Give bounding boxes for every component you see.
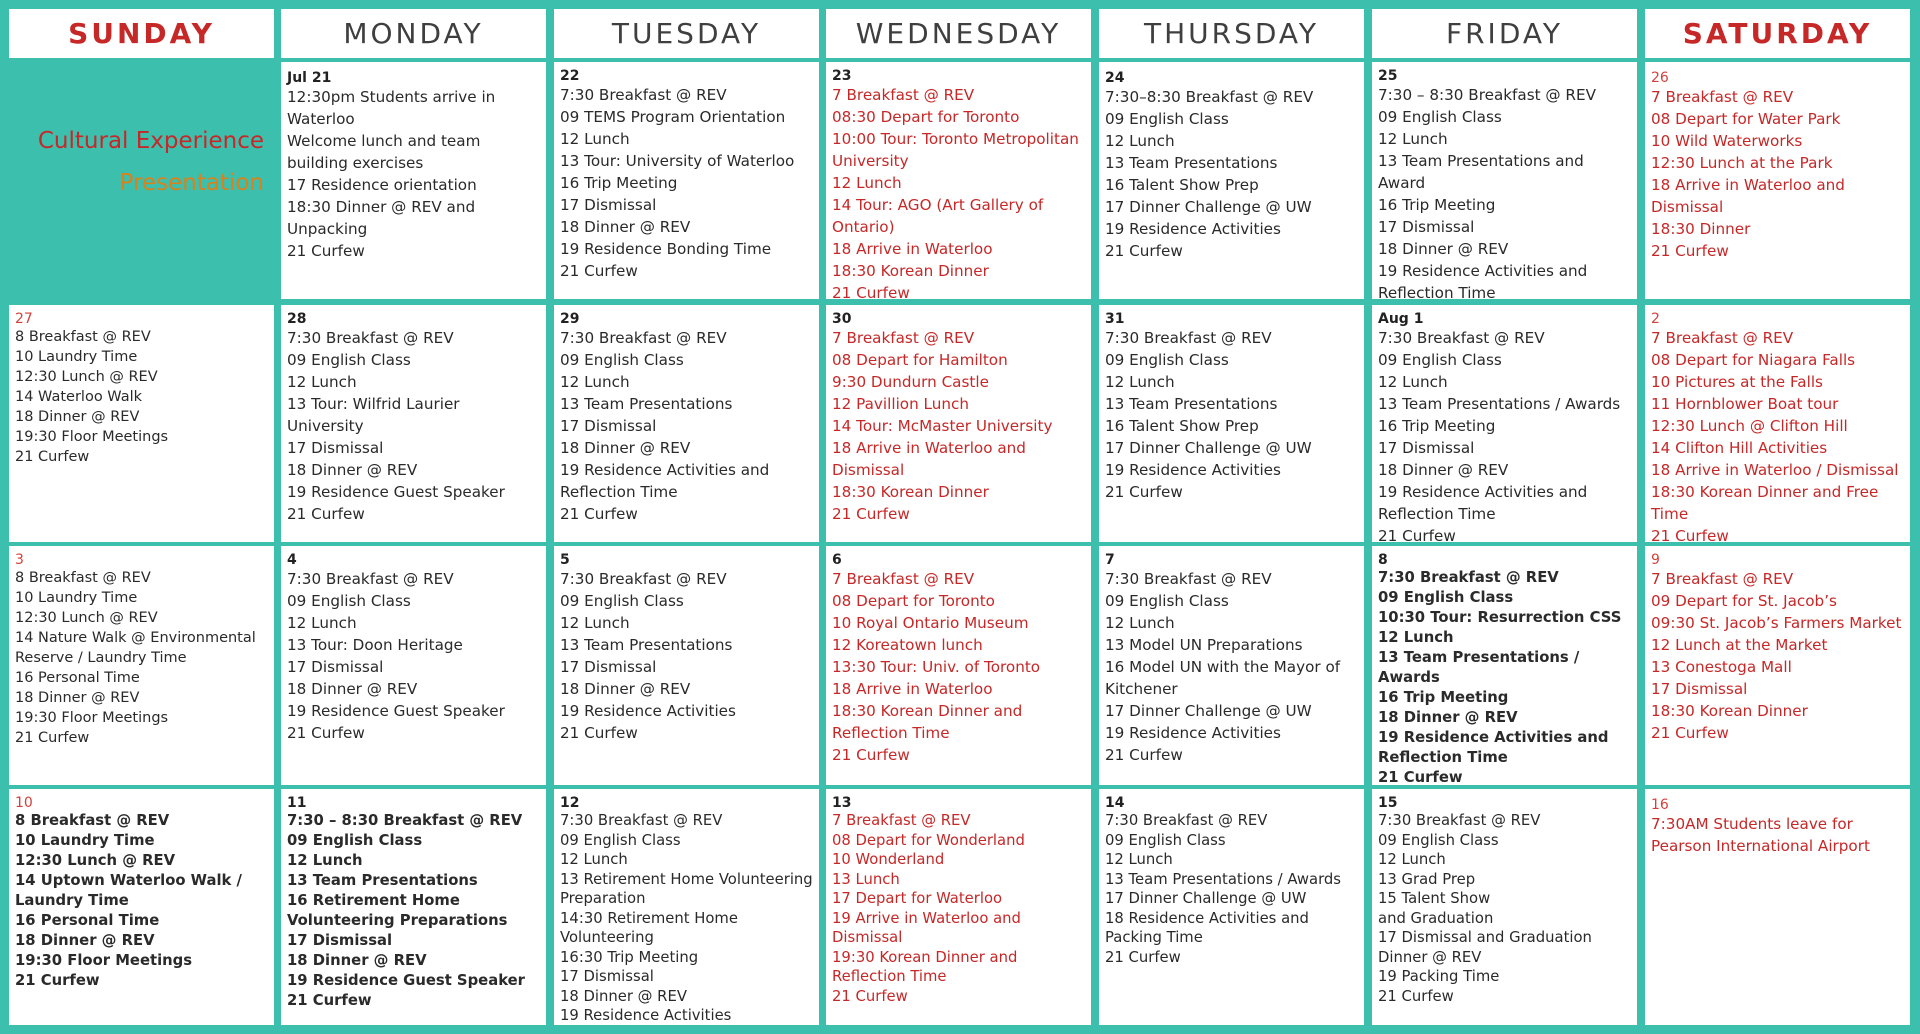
day-cell-w4-mon: [281, 789, 546, 1025]
event-item: 09 English Class: [287, 351, 411, 369]
legend-cultural-experience: Cultural Experience: [37, 128, 264, 154]
event-item: 21 Curfew: [832, 284, 910, 299]
day-cell-w4-fri: [1372, 789, 1637, 1025]
day-date: 7: [1105, 552, 1115, 568]
event-item: 09 English Class: [1378, 831, 1499, 849]
event-item: 12 Lunch: [1378, 373, 1448, 391]
day-date: 24: [1105, 70, 1125, 86]
event-item: 18 Arrive in Waterloo and Dismissal: [1651, 176, 1845, 216]
event-item: 19 Residence Activities: [1105, 724, 1281, 742]
event-item: 7:30 Breakfast @ REV: [560, 570, 727, 588]
event-item: 7:30 Breakfast @ REV: [560, 86, 727, 104]
event-item: 7:30AM Students leave for Pearson International Airport: [1651, 815, 1870, 855]
event-item: 8 Breakfast @ REV: [15, 329, 151, 345]
event-item: 12 Lunch: [1105, 851, 1173, 868]
event-item: 17 Dismissal: [1378, 439, 1475, 457]
day-cell-w2-mon: [281, 305, 546, 542]
day-cell-w1-mon: [281, 62, 546, 299]
event-item: 19 Residence Bonding Time: [560, 240, 772, 258]
event-item: 7 Breakfast @ REV: [832, 86, 975, 104]
day-date: 8: [1378, 552, 1388, 568]
event-item: 21 Curfew: [15, 972, 100, 989]
event-item: 14 Tour: AGO (Art Gallery of Ontario): [832, 196, 1044, 236]
event-item: 10 Laundry Time: [15, 832, 155, 849]
event-item: 14 Waterloo Walk: [15, 389, 143, 405]
event-item: 18 Arrive in Waterloo / Dismissal: [1651, 461, 1899, 479]
event-item: 13 Tour: Doon Heritage: [287, 636, 463, 654]
day-date: 9: [1651, 552, 1660, 568]
event-item: 21 Curfew: [1651, 724, 1729, 742]
event-item: 21 Curfew: [832, 987, 908, 1005]
event-item: 9:30 Dundurn Castle: [832, 373, 989, 391]
event-item: 13 Tour: University of Waterloo: [560, 152, 795, 170]
event-item: 18 Arrive in Waterloo and Dismissal: [832, 439, 1026, 479]
event-item: 19 Residence Activities: [1105, 220, 1281, 238]
day-cell-w3-sat: [1645, 546, 1910, 785]
event-item: 17 Dismissal: [560, 658, 657, 676]
event-item: 12 Lunch: [1378, 130, 1448, 148]
event-item: 13 Team Presentations: [1105, 154, 1278, 172]
day-date: 30: [832, 311, 852, 327]
event-item: 10 Wild Waterworks: [1651, 132, 1803, 150]
event-item: 16 Talent Show Prep: [1105, 176, 1259, 194]
day-cell-w2-tue: [554, 305, 819, 542]
event-item: 7:30–8:30 Breakfast @ REV: [1105, 88, 1314, 106]
event-item: 18 Arrive in Waterloo: [832, 240, 993, 258]
event-item: 16 Retirement Home Volunteering Preparations: [287, 892, 508, 929]
event-item: 13 Team Presentations / Awards: [1378, 395, 1621, 413]
event-item: 13 Retirement Home Volunteering Preparation: [560, 870, 813, 907]
event-item: 17 Dinner Challenge @ UW: [1105, 890, 1307, 907]
event-item: 7:30 Breakfast @ REV: [287, 329, 454, 347]
event-item: 08 Depart for Toronto: [832, 592, 995, 610]
event-item: 18 Residence Activities and Packing Time: [1105, 909, 1309, 946]
event-item: 09 English Class: [1378, 351, 1502, 369]
event-item: 12:30 Lunch @ Clifton Hill: [1651, 417, 1848, 435]
event-item: 21 Curfew: [560, 262, 638, 280]
event-item: 12 Lunch: [1105, 614, 1175, 632]
event-item: 19 Residence Guest Speaker: [287, 702, 505, 720]
event-item: 08 Depart for Wonderland: [832, 831, 1025, 849]
event-item: 7:30 Breakfast @ REV: [1378, 812, 1541, 829]
event-item: 21 Curfew: [15, 449, 90, 465]
event-item: 12:30pm Students arrive in Waterloo: [287, 88, 496, 128]
event-item: 13 Team Presentations: [560, 395, 733, 413]
day-date: 25: [1378, 68, 1398, 84]
event-item: 7:30 Breakfast @ REV: [1105, 329, 1272, 347]
day-date: 3: [15, 552, 24, 568]
event-item: 17 Depart for Waterloo: [832, 890, 1003, 907]
day-header-fri: FRIDAY: [1372, 9, 1637, 58]
day-header-thu: THURSDAY: [1099, 9, 1364, 58]
day-date: Jul 21: [287, 70, 332, 86]
event-item: 12 Lunch: [1105, 132, 1175, 150]
event-item: 17 Dinner Challenge @ UW: [1105, 439, 1312, 457]
day-header-sat: SATURDAY: [1645, 9, 1910, 58]
event-item: 17 Dismissal: [287, 658, 384, 676]
event-item: 18 Dinner @ REV: [287, 680, 418, 698]
event-item: 21 Curfew: [1651, 527, 1729, 542]
event-item: 17 Dinner Challenge @ UW: [1105, 198, 1312, 216]
event-item: 18:30 Korean Dinner: [1651, 702, 1808, 720]
event-item: 21 Curfew: [287, 242, 365, 260]
event-item: 18:30 Korean Dinner: [832, 262, 989, 280]
event-item: 18 Dinner @ REV: [560, 680, 691, 698]
event-item: 18 Dinner @ REV: [560, 218, 691, 236]
event-item: 14 Tour: McMaster University: [832, 417, 1053, 435]
day-cell-w1-fri: [1372, 62, 1637, 299]
event-item: 12 Lunch: [560, 130, 630, 148]
event-item: 10 Laundry Time: [15, 349, 138, 365]
event-item: 7:30 Breakfast @ REV: [287, 570, 454, 588]
event-item: 13 Tour: Wilfrid Laurier University: [287, 395, 460, 435]
event-item: 21 Curfew: [1378, 987, 1454, 1005]
event-item: 10 Pictures at the Falls: [1651, 373, 1823, 391]
event-item: 13 Team Presentations: [560, 636, 733, 654]
event-item: 12 Lunch: [1378, 851, 1446, 868]
event-item: 16 Model UN with the Mayor of Kitchener: [1105, 658, 1341, 698]
event-item: 19 Residence Guest Speaker: [287, 483, 505, 501]
event-item: 7:30 Breakfast @ REV: [1105, 812, 1268, 829]
day-cell-w1-thu: [1099, 62, 1364, 299]
event-item: 14:30 Retirement Home Volunteering: [560, 909, 738, 946]
event-item: 16:30 Trip Meeting: [560, 948, 699, 966]
event-item: 21 Curfew: [560, 505, 638, 523]
day-date: 28: [287, 311, 307, 327]
day-date: 14: [1105, 795, 1125, 811]
event-item: 19 Residence Activities and Reflection Time: [560, 461, 770, 501]
day-header-sun: SUNDAY: [9, 9, 274, 58]
event-item: 16 Trip Meeting: [1378, 417, 1496, 435]
event-item: 19 Arrive in Waterloo and Dismissal: [832, 909, 1021, 946]
day-date: 27: [15, 311, 33, 327]
event-item: 19 Residence Activities: [560, 702, 736, 720]
event-item: 21 Curfew: [1105, 242, 1183, 260]
event-item: 12 Lunch: [832, 174, 902, 192]
day-date: 5: [560, 552, 570, 568]
event-item: 13 Team Presentations: [287, 872, 478, 889]
event-item: 18 Dinner @ REV: [1378, 461, 1509, 479]
event-item: 12:30 Lunch @ REV: [15, 610, 158, 626]
event-item: 18:30 Dinner @ REV and Unpacking: [287, 198, 476, 238]
event-item: 21 Curfew: [15, 730, 90, 746]
event-item: 13:30 Tour: Univ. of Toronto: [832, 658, 1041, 676]
event-item: 21 Curfew: [1105, 746, 1183, 764]
event-item: 19:30 Floor Meetings: [15, 429, 169, 445]
event-item: 12 Lunch: [287, 373, 357, 391]
day-date: 6: [832, 552, 842, 568]
event-item: 8 Breakfast @ REV: [15, 570, 151, 586]
event-item: 21 Curfew: [832, 746, 910, 764]
event-item: 09 English Class: [1105, 831, 1226, 849]
event-item: 17 Dismissal: [1378, 218, 1475, 236]
day-cell-w3-wed: [826, 546, 1091, 785]
event-item: 18 Dinner @ REV: [287, 461, 418, 479]
event-item: 13 Model UN Preparations: [1105, 636, 1303, 654]
day-cell-w2-thu: [1099, 305, 1364, 542]
day-cell-w1-wed: [826, 62, 1091, 299]
event-item: 13 Team Presentations and Award: [1378, 152, 1589, 192]
event-item: 21 Curfew: [1105, 483, 1183, 501]
day-cell-w4-wed: [826, 789, 1091, 1025]
event-item: 14 Clifton Hill Activities: [1651, 439, 1828, 457]
event-item: 09 English Class: [1378, 108, 1502, 126]
event-item: 17 Dismissal: [560, 968, 654, 985]
day-date: Aug 1: [1378, 311, 1424, 327]
event-item: 19:30 Floor Meetings: [15, 710, 169, 726]
event-item: 19:30 Floor Meetings: [15, 952, 193, 969]
event-item: 21 Curfew: [287, 992, 372, 1009]
day-cell-w4-sat: [1645, 789, 1910, 1025]
day-date: 16: [1651, 797, 1669, 813]
event-item: 17 Dismissal: [560, 417, 657, 435]
event-item: 17 Dismissal and Graduation Dinner @ REV: [1378, 929, 1592, 966]
day-date: 22: [560, 68, 580, 84]
event-item: 09 Depart for St. Jacob’s: [1651, 592, 1837, 610]
event-item: 7 Breakfast @ REV: [1651, 329, 1794, 347]
event-item: 7 Breakfast @ REV: [832, 812, 971, 829]
day-cell-w1-tue: [554, 62, 819, 299]
event-item: 17 Dismissal: [560, 196, 657, 214]
event-item: 7 Breakfast @ REV: [1651, 88, 1794, 106]
event-item: 12 Lunch at the Market: [1651, 636, 1828, 654]
event-item: 18:30 Dinner: [1651, 220, 1751, 238]
event-item: 19 Residence Activities and Reflection Time: [1378, 262, 1588, 299]
event-item: 16 Personal Time: [15, 912, 160, 929]
event-item: 18 Dinner @ REV: [560, 987, 687, 1005]
event-item: 09 English Class: [560, 831, 681, 849]
event-item: 12 Koreatown lunch: [832, 636, 983, 654]
event-item: 10:30 Tour: Resurrection CSS: [1378, 609, 1622, 626]
event-item: 7:30 Breakfast @ REV: [1378, 569, 1559, 586]
event-item: 17 Dinner Challenge @ UW: [1105, 702, 1312, 720]
day-date: 15: [1378, 795, 1398, 811]
event-item: 13 Team Presentations: [1105, 395, 1278, 413]
event-item: 13 Grad Prep: [1378, 870, 1476, 888]
event-item: 13 Conestoga Mall: [1651, 658, 1792, 676]
event-item: 19 Residence Activities and Reflection Time: [1378, 483, 1588, 523]
event-item: 19 Residence Activities and Reflection Time: [1378, 729, 1609, 766]
event-item: 18:30 Korean Dinner and Free Time: [1651, 483, 1884, 523]
event-item: 21 Curfew: [1378, 527, 1456, 542]
day-date: 10: [15, 795, 33, 811]
day-header-mon: MONDAY: [281, 9, 546, 58]
event-item: 7 Breakfast @ REV: [832, 570, 975, 588]
event-item: 12 Lunch: [1105, 373, 1175, 391]
event-item: 7:30 – 8:30 Breakfast @ REV: [1378, 86, 1596, 104]
event-item: 16 Trip Meeting: [560, 174, 678, 192]
event-item: 08 Depart for Niagara Falls: [1651, 351, 1856, 369]
day-cell-w4-tue: [554, 789, 819, 1025]
day-cell-w1-sat: [1645, 62, 1910, 299]
day-date: 23: [832, 68, 852, 84]
event-item: 15 Talent Show and Graduation: [1378, 890, 1494, 927]
event-item: 16 Personal Time: [15, 670, 140, 686]
event-item: 14 Nature Walk @ Environmental Reserve / Laundry Time: [15, 630, 256, 666]
event-item: 16 Trip Meeting: [1378, 196, 1496, 214]
event-item: 12 Lunch: [560, 851, 628, 868]
event-item: 12:30 Lunch @ REV: [15, 369, 158, 385]
day-date: 11: [287, 795, 307, 811]
day-date: 31: [1105, 311, 1125, 327]
event-item: 17 Residence orientation: [287, 176, 477, 194]
event-item: 09 English Class: [560, 351, 684, 369]
event-item: 7:30 Breakfast @ REV: [560, 812, 723, 829]
event-item: 21 Curfew: [1105, 948, 1181, 966]
event-item: 14 Uptown Waterloo Walk / Laundry Time: [15, 872, 242, 909]
event-item: 09 TEMS Program Orientation: [560, 108, 786, 126]
event-item: 09 English Class: [287, 832, 423, 849]
event-item: 21 Curfew: [1378, 769, 1463, 785]
event-item: 18 Dinner @ REV: [1378, 240, 1509, 258]
event-item: 19:30 Korean Dinner and Reflection Time: [832, 948, 1018, 985]
event-item: 17 Dismissal: [287, 439, 384, 457]
event-item: 08:30 Depart for Toronto: [832, 108, 1020, 126]
event-item: 21 Curfew: [560, 724, 638, 742]
event-item: 09:30 St. Jacob’s Farmers Market: [1651, 614, 1902, 632]
event-item: 7:30 – 8:30 Breakfast @ REV: [287, 812, 523, 829]
day-header-wed: WEDNESDAY: [826, 9, 1091, 58]
day-date: 26: [1651, 70, 1669, 86]
event-item: 18:30 Korean Dinner: [832, 483, 989, 501]
event-item: 18:30 Korean Dinner and Reflection Time: [832, 702, 1023, 742]
event-item: 21 Curfew: [287, 505, 365, 523]
event-item: 12:30 Lunch @ REV: [15, 852, 176, 869]
day-cell-w2-sun: [9, 305, 274, 542]
legend: [9, 62, 274, 299]
day-cell-w3-thu: [1099, 546, 1364, 785]
day-cell-w3-sun: [9, 546, 274, 785]
day-cell-w4-thu: [1099, 789, 1364, 1025]
event-item: 09 English Class: [560, 592, 684, 610]
day-cell-w4-sun: [9, 789, 274, 1025]
event-item: 21 Curfew: [1651, 242, 1729, 260]
event-item: 09 English Class: [1105, 592, 1229, 610]
event-item: 13 Lunch: [832, 870, 900, 888]
event-item: 19 Packing Time: [1378, 968, 1500, 985]
event-item: 12 Pavillion Lunch: [832, 395, 969, 413]
event-item: 7 Breakfast @ REV: [832, 329, 975, 347]
event-item: 13 Team Presentations / Awards: [1105, 870, 1341, 888]
event-item: 18 Dinner @ REV: [1378, 709, 1518, 726]
event-item: 16 Trip Meeting: [1378, 689, 1509, 706]
event-item: 08 Depart for Water Park: [1651, 110, 1841, 128]
day-date: 29: [560, 311, 580, 327]
day-cell-w2-fri: [1372, 305, 1637, 542]
event-item: 10 Royal Ontario Museum: [832, 614, 1029, 632]
day-date: 12: [560, 795, 580, 811]
event-item: 21 Curfew: [832, 505, 910, 523]
event-item: 11 Hornblower Boat tour: [1651, 395, 1839, 413]
legend-presentation: Presentation: [119, 170, 264, 196]
event-item: 7:30 Breakfast @ REV: [1105, 570, 1272, 588]
day-date: 13: [832, 795, 852, 811]
event-item: 10:00 Tour: Toronto Metropolitan University: [832, 130, 1079, 170]
event-item: 09 English Class: [287, 592, 411, 610]
event-item: 16 Talent Show Prep: [1105, 417, 1259, 435]
event-item: 17 Dismissal: [287, 932, 393, 949]
event-item: 18 Dinner @ REV: [15, 409, 140, 425]
day-cell-w3-fri: [1372, 546, 1637, 785]
event-item: 8 Breakfast @ REV: [15, 812, 170, 829]
event-item: 12 Lunch: [560, 373, 630, 391]
event-item: 12 Lunch: [287, 852, 363, 869]
event-item: 18 Arrive in Waterloo: [832, 680, 993, 698]
event-item: 12 Lunch: [287, 614, 357, 632]
event-item: 19 Residence Activities: [560, 1007, 732, 1024]
event-item: 09 English Class: [1378, 589, 1514, 606]
event-item: Welcome lunch and team building exercises: [287, 132, 481, 172]
event-item: 21 Curfew: [287, 724, 365, 742]
day-date: 2: [1651, 311, 1660, 327]
event-item: 19 Residence Activities: [1105, 461, 1281, 479]
event-item: 18 Dinner @ REV: [287, 952, 427, 969]
event-item: 17 Dismissal: [1651, 680, 1748, 698]
event-item: 7 Breakfast @ REV: [1651, 570, 1794, 588]
event-item: 08 Depart for Hamilton: [832, 351, 1008, 369]
day-cell-w3-mon: [281, 546, 546, 785]
event-item: 19 Residence Guest Speaker: [287, 972, 525, 989]
event-item: 7:30 Breakfast @ REV: [1378, 329, 1545, 347]
event-item: 12:30 Lunch at the Park: [1651, 154, 1833, 172]
event-item: 18 Dinner @ REV: [15, 690, 140, 706]
day-cell-w3-tue: [554, 546, 819, 785]
day-cell-w2-wed: [826, 305, 1091, 542]
event-item: 09 English Class: [1105, 110, 1229, 128]
day-date: 4: [287, 552, 297, 568]
event-item: 12 Lunch: [1378, 629, 1454, 646]
day-cell-w2-sat: [1645, 305, 1910, 542]
event-item: 09 English Class: [1105, 351, 1229, 369]
event-item: 18 Dinner @ REV: [560, 439, 691, 457]
event-item: 12 Lunch: [560, 614, 630, 632]
event-item: 18 Dinner @ REV: [15, 932, 155, 949]
event-item: 13 Team Presentations / Awards: [1378, 649, 1585, 686]
day-header-tue: TUESDAY: [554, 9, 819, 58]
event-item: 10 Laundry Time: [15, 590, 138, 606]
event-item: 10 Wonderland: [832, 851, 945, 868]
event-item: 7:30 Breakfast @ REV: [560, 329, 727, 347]
